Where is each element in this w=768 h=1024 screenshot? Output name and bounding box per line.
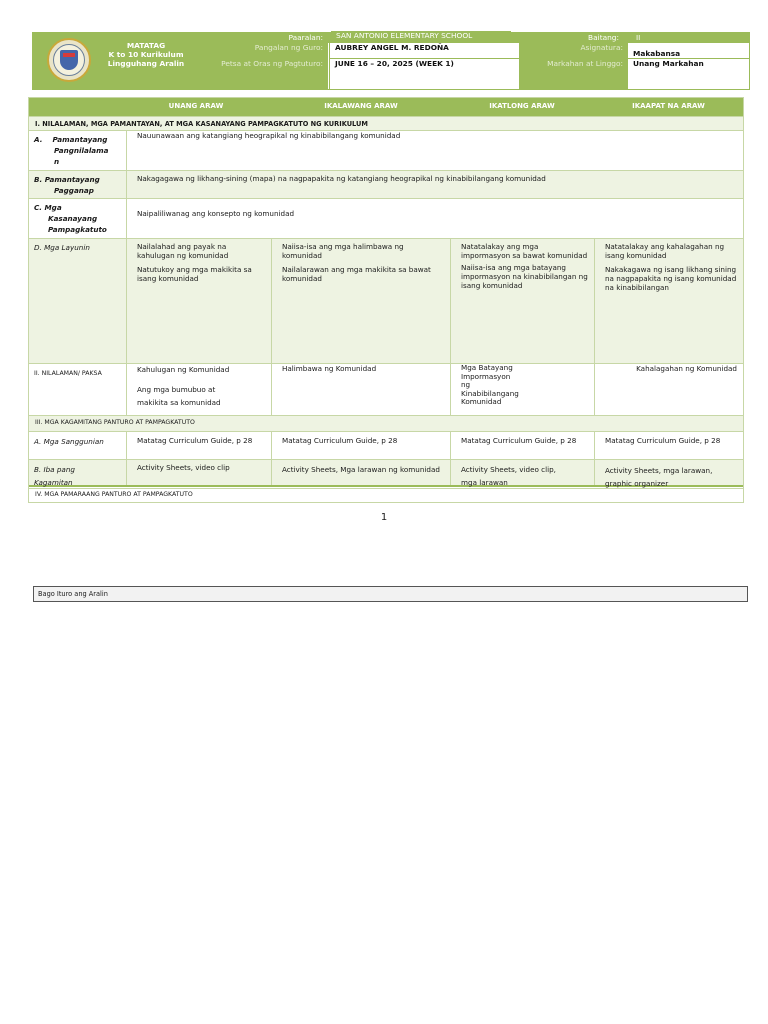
baitang-label: Baitang: — [519, 33, 624, 43]
markahan-value: Unang Markahan — [628, 59, 749, 89]
paaralan-label: Paaralan: — [198, 33, 328, 43]
section-3-heading: III. MGA KAGAMITANG PANTURO AT PAMPAGKATUTO — [29, 415, 743, 431]
header-brand-panel — [33, 33, 198, 89]
layunin-day-1: Nailalahad ang payak na kahulugan ng komunidad Natutukoy ang mga makikita sa isang komunidad — [126, 239, 271, 363]
paaralan-value: SAN ANTONIO ELEMENTARY SCHOOL — [331, 31, 511, 42]
day-4-header: IKAAPAT NA ARAW — [632, 102, 705, 110]
deped-seal-icon — [47, 38, 91, 82]
lesson-header — [32, 32, 750, 90]
row-pamantayang-pangnilalaman — [29, 130, 743, 170]
sanggunian-label: A. Mga Sanggunian — [34, 437, 104, 446]
guro-label: Pangalan ng Guro: — [198, 43, 328, 59]
iba-pang-label: B. Iba pang Kagamitan — [34, 465, 75, 487]
row-nilalaman-paksa — [29, 363, 743, 415]
day-3-header: IKATLONG ARAW — [489, 102, 555, 110]
sanggunian-day-1: Matatag Curriculum Guide, p 28 — [126, 432, 271, 459]
section-1-heading: I. NILALAMAN, MGA PAMANTAYAN, AT MGA KASANAYANG PAMPAGKATUTO NG KURIKULUM — [29, 116, 743, 130]
row-a-label: A. Pamantayang Pangnilalama n — [34, 135, 109, 166]
petsa-value: JUNE 16 – 20, 2025 (WEEK 1) — [329, 59, 519, 89]
header-title: MATATAG K to 10 Kurikulum Lingguhang Aralin — [107, 41, 185, 68]
paksa-day-4: Kahalagahan ng Komunidad — [594, 364, 743, 415]
row-kasanayang-pampagkatuto — [29, 198, 743, 238]
bago-ituro-box: Bago Ituro ang Aralin — [33, 586, 748, 602]
row-pamantayang-pagganap — [29, 170, 743, 198]
kagamitan-day-2: Activity Sheets, Mga larawan ng komunidad — [271, 460, 450, 485]
row-c-value: Naipaliliwanag ang konsepto ng komunidad — [126, 199, 743, 238]
kagamitan-day-4: Activity Sheets, mga larawan, graphic organizer — [594, 460, 743, 485]
section-4-heading: IV. MGA PAMARAANG PANTURO AT PAMPAGKATUTO — [29, 488, 743, 502]
asignatura-value: Makabansa — [628, 43, 749, 59]
kagamitan-day-3: Activity Sheets, video clip, mga larawan — [450, 460, 594, 485]
days-header-row — [29, 98, 743, 116]
row-b-value: Nakagagawa ng likhang-sining (mapa) na nagpapakita ng katangiang heograpikal ng kinabibilangang komunidad — [126, 171, 743, 198]
paksa-day-3: Mga Batayang Impormasyon ng Kinabibilangang Komunidad — [450, 364, 594, 415]
paksa-day-2: Halimbawa ng Komunidad — [271, 364, 450, 415]
paksa-day-1: Kahulugan ng Komunidad Ang mga bumubuo at makikita sa komunidad — [126, 364, 271, 415]
row-ii-label: II. NILALAMAN/ PAKSA — [34, 370, 102, 377]
sanggunian-day-4: Matatag Curriculum Guide, p 28 — [594, 432, 743, 459]
lesson-plan-table — [28, 97, 744, 503]
row-iba-pang-kagamitan — [29, 459, 743, 487]
layunin-day-2: Naiisa-isa ang mga halimbawa ng komunidad Nailalarawan ang mga makikita sa bawat komunidad — [271, 239, 450, 363]
guro-value: AUBREY ANGEL M. REDOÑA — [329, 43, 519, 59]
sanggunian-day-2: Matatag Curriculum Guide, p 28 — [271, 432, 450, 459]
day-1-header: UNANG ARAW — [168, 102, 224, 110]
row-c-label: C. Mga Kasanayang Pampagkatuto — [34, 203, 107, 234]
row-d-label: D. Mga Layunin — [34, 243, 90, 252]
kagamitan-day-1: Activity Sheets, video clip — [126, 460, 271, 485]
layunin-day-3: Natatalakay ang mga impormasyon sa bawat komunidad Naiisa-isa ang mga batayang impormasyon na kinabibilangan ng isang komunidad — [450, 239, 594, 363]
row-b-label: B. Pamantayang Pagganap — [34, 175, 100, 195]
petsa-label: Petsa at Oras ng Pagtuturo: — [198, 59, 328, 89]
sanggunian-day-3: Matatag Curriculum Guide, p 28 — [450, 432, 594, 459]
asignatura-label: Asignatura: — [519, 43, 628, 59]
layunin-day-4: Natatalakay ang kahalagahan ng isang komunidad Nakakagawa ng isang likhang sining na nagpapakita ng isang komunidad na kinabibilangan — [594, 239, 743, 363]
baitang-value: II — [631, 33, 691, 43]
row-a-value: Nauunawaan ang katangiang heograpikal ng kinabibilangang komunidad — [126, 131, 743, 170]
day-2-header: IKALAWANG ARAW — [324, 102, 398, 110]
page-number: 1 — [380, 512, 388, 523]
row-sanggunian — [29, 431, 743, 459]
markahan-label: Markahan at Linggo: — [519, 59, 628, 89]
row-mga-layunin — [29, 238, 743, 363]
